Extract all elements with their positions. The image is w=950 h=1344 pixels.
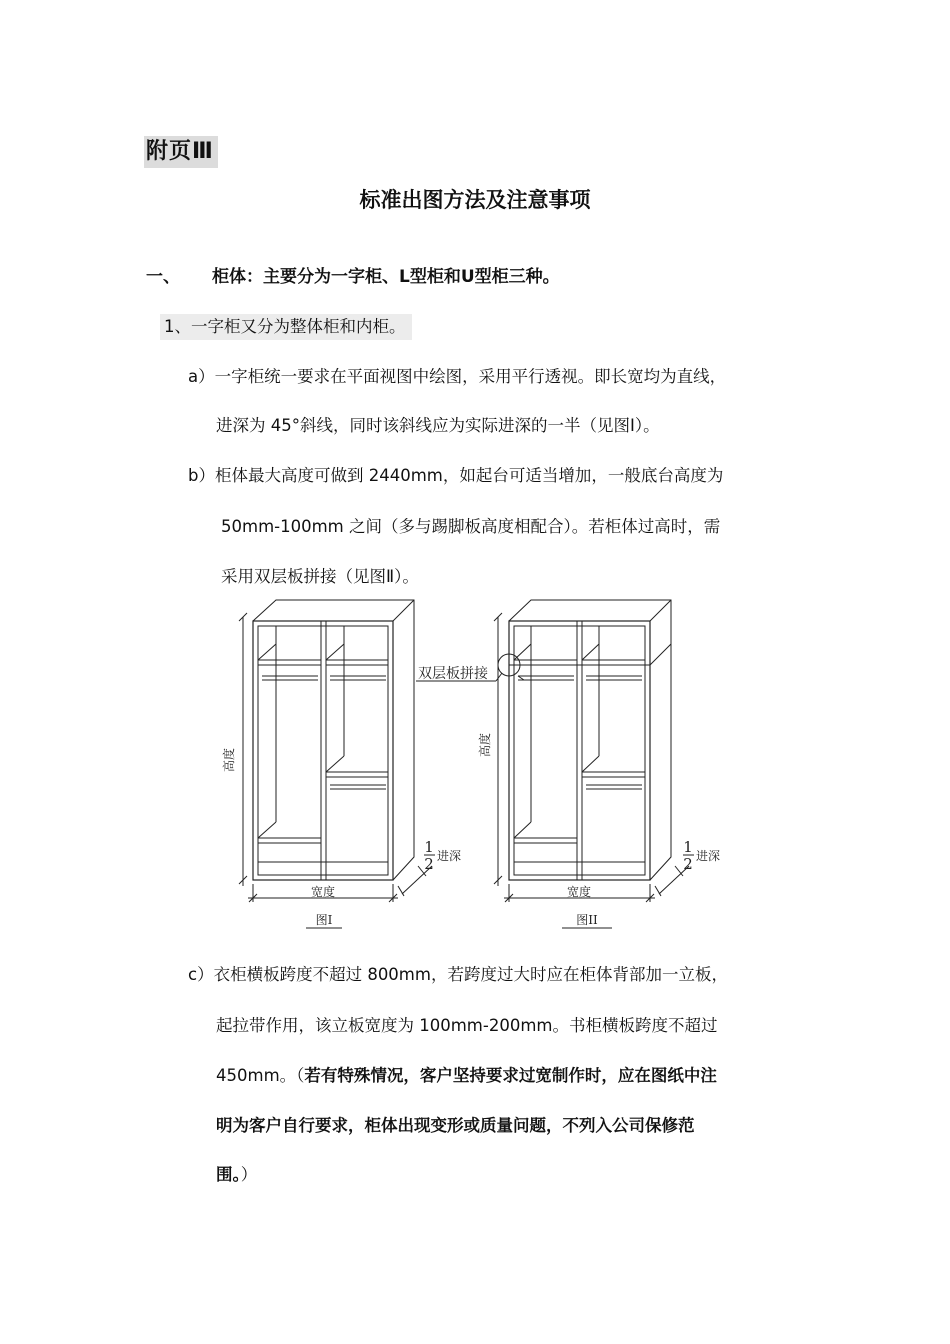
item-b-line-2: 50mm-100mm 之间（多与踢脚板高度相配合）。若柜体过高时，需 — [221, 517, 721, 536]
item-c-line-5-bold: 围。 — [216, 1165, 241, 1184]
fig2-depth-denominator: 2 — [683, 855, 693, 873]
fig2-height-label: 高度 — [478, 732, 492, 758]
item-b-line-3: 采用双层板拼接（见图Ⅱ）。 — [221, 567, 419, 586]
item-c-line-5 — [216, 1161, 257, 1185]
fig2-width-label: 宽度 — [566, 885, 592, 899]
item-c-line-1: c）衣柜横板跨度不超过 800mm，若跨度过大时应在柜体背部加一立板， — [188, 965, 728, 984]
subsection-heading: 1、一字柜又分为整体柜和内柜。 — [160, 314, 412, 340]
item-c-line-3-normal: 450mm。（ — [216, 1066, 305, 1085]
item-c-line-3 — [216, 1062, 717, 1086]
item-c-line-4: 明为客户自行要求，柜体出现变形或质量问题，不列入公司保修范 — [216, 1116, 695, 1135]
fig1-depth-denominator: 2 — [424, 855, 434, 873]
item-c-line-3-bold: 若有特殊情况，客户坚持要求过宽制作时，应在图纸中注 — [304, 1066, 717, 1085]
section-heading: 柜体：主要分为一字柜、L型柜和U型柜三种。 — [212, 267, 560, 287]
fig2-callout-label: 双层板拼接 — [418, 666, 488, 682]
section-number: 一、 — [146, 267, 180, 287]
fig1-depth-label: 进深 — [437, 849, 462, 863]
appendix-label: 附页Ⅲ — [144, 136, 218, 168]
item-a-line-1: a）一字柜统一要求在平面视图中绘图，采用平行透视。即长宽均为直线， — [188, 367, 727, 386]
fig1-depth-numerator: 1 — [424, 838, 434, 856]
page-title: 标准出图方法及注意事项 — [359, 188, 591, 212]
fig2-caption: 图ⅠⅠ — [576, 913, 598, 927]
fig2-depth-numerator: 1 — [683, 838, 693, 856]
item-c-line-5-end: ） — [240, 1165, 258, 1184]
fig2-depth-label: 进深 — [696, 849, 721, 863]
fig1-width-label: 宽度 — [310, 885, 336, 899]
cabinet-figures — [0, 590, 950, 935]
item-a-line-2: 进深为 45°斜线，同时该斜线应为实际进深的一半（见图Ⅰ）。 — [216, 416, 660, 435]
figure-2 — [416, 600, 689, 928]
fig1-caption: 图Ⅰ — [315, 913, 333, 927]
item-c-line-2: 起拉带作用，该立板宽度为 100mm-200mm。书柜横板跨度不超过 — [216, 1016, 718, 1035]
figure-1 — [239, 600, 432, 928]
fig1-height-label: 高度 — [222, 747, 236, 773]
item-b-line-1: b）柜体最大高度可做到 2440mm，如起台可适当增加，一般底台高度为 — [188, 466, 724, 485]
